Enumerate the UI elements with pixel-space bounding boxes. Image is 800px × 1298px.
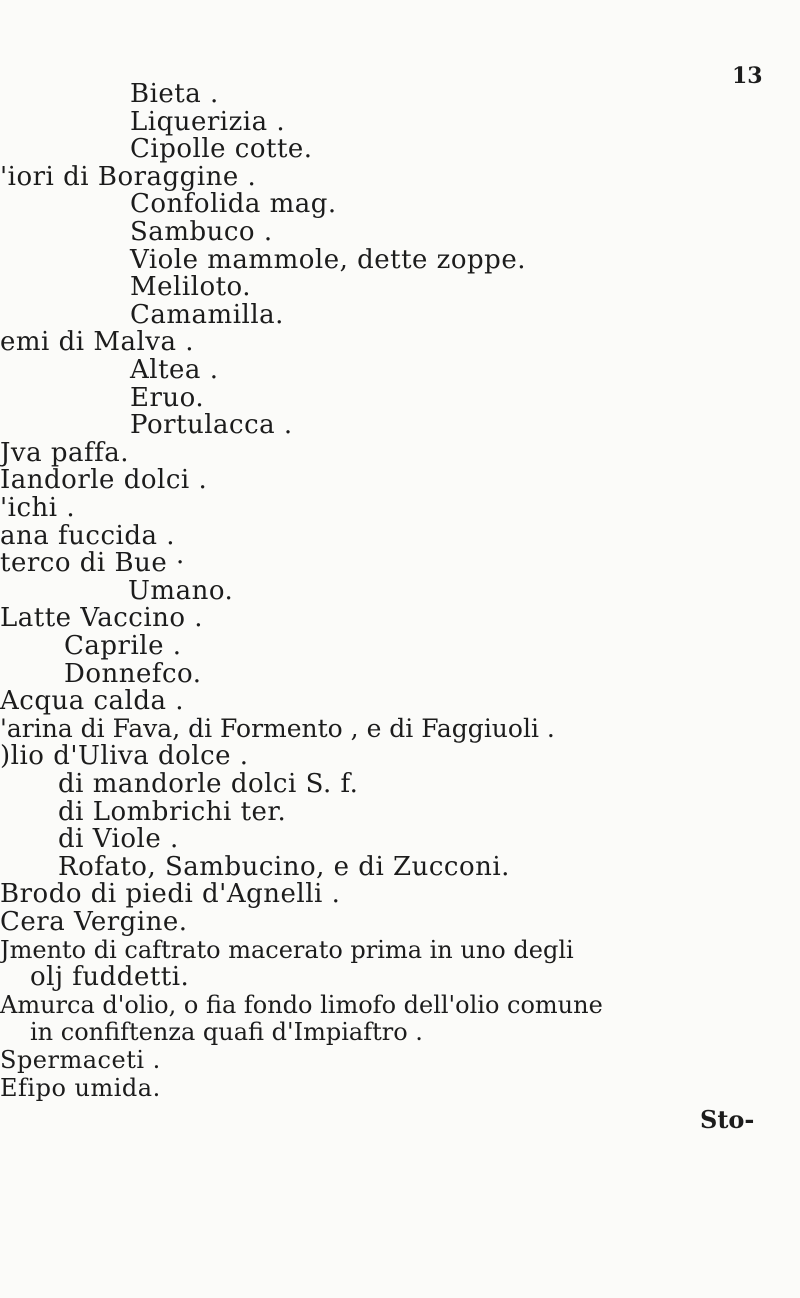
text-line: Jva paffa. <box>0 438 130 468</box>
text-line: Portulacca . <box>130 410 293 440</box>
text-line: Liquerizia . <box>130 107 286 137</box>
text-line: olj fuddetti. <box>30 962 190 992</box>
text-line: Viole mammole, dette zoppe. <box>130 245 526 275</box>
text-line: Caprile . <box>64 631 182 661</box>
text-line: terco di Bue · <box>0 548 185 578</box>
text-line: Meliloto. <box>130 272 252 302</box>
text-line: 'ichi . <box>0 493 76 523</box>
text-line: Cera Vergine. <box>0 907 188 937</box>
text-line: Cipolle cotte. <box>130 134 313 164</box>
text-line: Iandorle dolci . <box>0 465 208 495</box>
text-line: Umano. <box>128 576 234 606</box>
text-line: emi di Malva . <box>0 327 195 357</box>
text-line: Camamilla. <box>130 300 284 330</box>
text-line: Acqua calda . <box>0 686 185 716</box>
text-line: Jmento di caftrato macerato prima in uno degli <box>0 936 574 964</box>
text-line: 'iori di Boraggine . <box>0 162 257 192</box>
text-line: di mandorle dolci S. f. <box>58 769 359 799</box>
text-line: Eruo. <box>130 383 205 413</box>
text-line: Amurca d'olio, o fia fondo limofo dell'olio comune <box>0 991 603 1019</box>
text-line: Rofato, Sambucino, e di Zucconi. <box>58 852 510 882</box>
text-line: Brodo di piedi d'Agnelli . <box>0 879 341 909</box>
catchword: Sto- <box>700 1105 755 1134</box>
text-line: Bieta . <box>130 79 219 109</box>
text-line: Confolida mag. <box>130 189 337 219</box>
text-line: Sambuco . <box>130 217 273 247</box>
text-line: di Viole . <box>58 824 179 854</box>
text-line: ana fuccida . <box>0 521 175 551</box>
text-line: Latte Vaccino . <box>0 603 204 633</box>
text-line: Spermaceti . <box>0 1046 161 1074</box>
text-line: Altea . <box>130 355 219 385</box>
text-line: 'arina di Fava, di Formento , e di Faggiuoli . <box>0 714 555 743</box>
text-line: in confiftenza quafi d'Impiaftro . <box>30 1018 423 1046</box>
text-line: Donnefco. <box>64 659 202 689</box>
page-number: 13 <box>732 63 763 89</box>
text-line: )lio d'Uliva dolce . <box>0 741 249 771</box>
text-line: Efipo umida. <box>0 1074 161 1102</box>
text-line: di Lombrichi ter. <box>58 797 287 827</box>
